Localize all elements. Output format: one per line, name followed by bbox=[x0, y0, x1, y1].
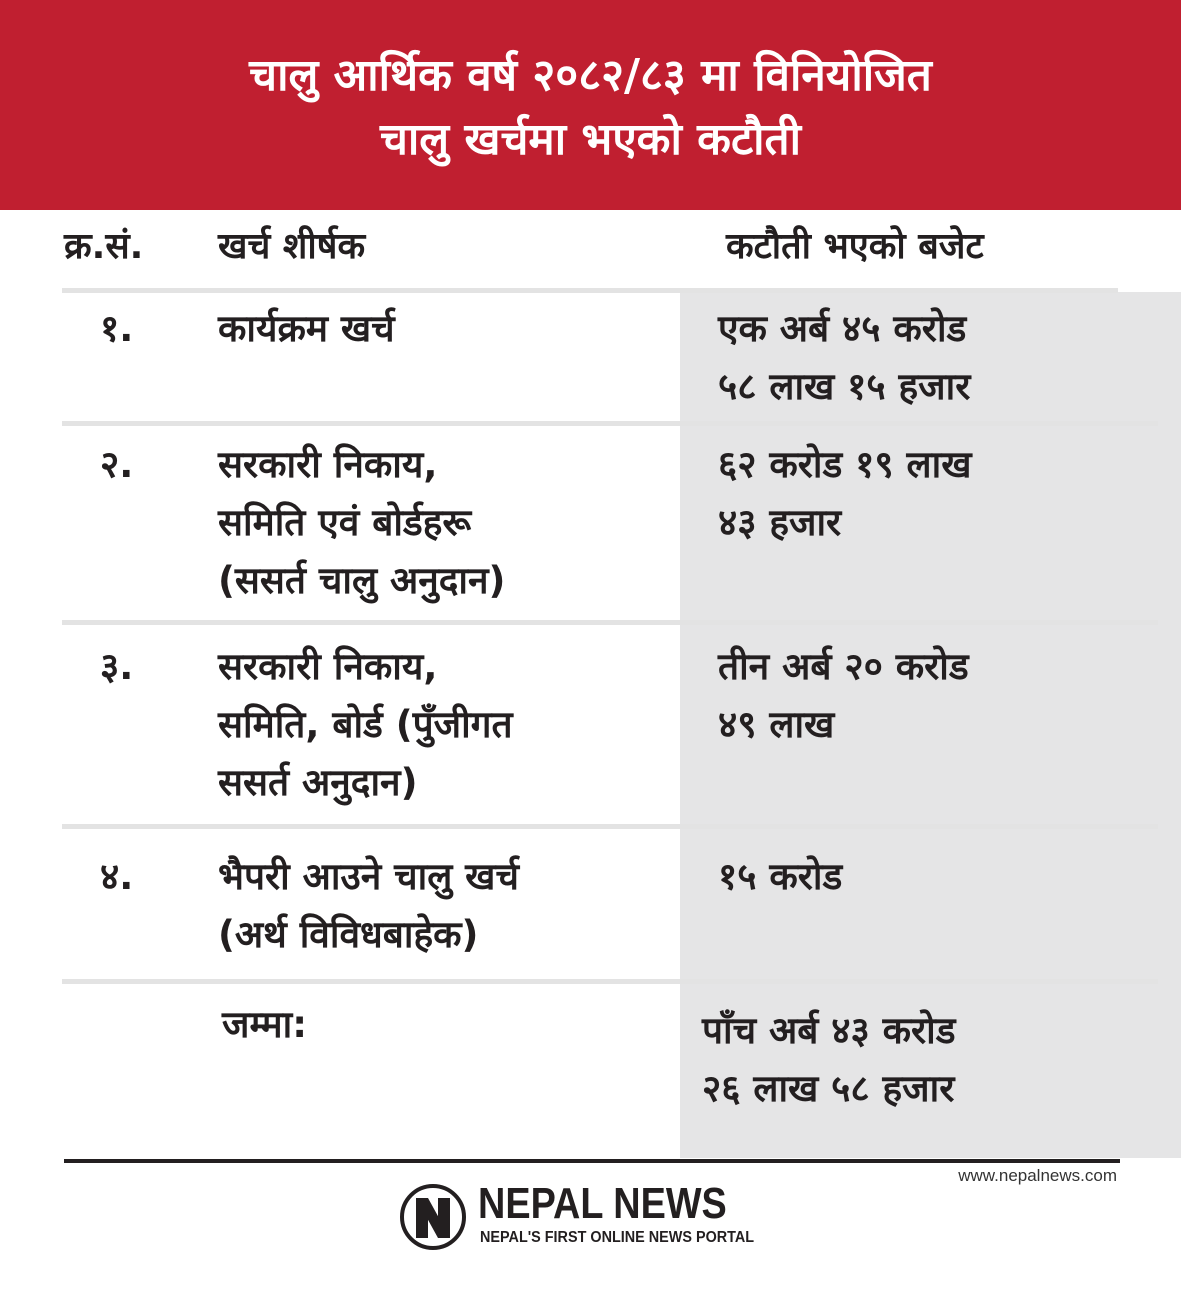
row-3-amount-line: तीन अर्ब २० करोड bbox=[718, 645, 969, 688]
nepal-news-logo bbox=[398, 1179, 798, 1254]
row-3-serial: ३. bbox=[100, 645, 134, 688]
row-4-title-line: भैपरी आउने चालु खर्च bbox=[218, 855, 519, 898]
title-banner bbox=[0, 0, 1181, 210]
brand-name: NEPAL NEWS bbox=[478, 1179, 727, 1228]
column-header-serial: क्र.सं. bbox=[64, 226, 144, 267]
row-divider bbox=[62, 288, 1118, 293]
row-4-serial: ४. bbox=[100, 855, 134, 898]
row-divider bbox=[62, 824, 1158, 829]
row-1-amount-line: ५८ लाख १५ हजार bbox=[718, 365, 971, 408]
nepal-news-n-logo-icon bbox=[398, 1184, 468, 1250]
row-2-title bbox=[218, 436, 668, 610]
row-2-title-line: समिति एवं बोर्डहरू bbox=[218, 501, 472, 544]
row-4-title bbox=[218, 848, 668, 964]
row-4-amount bbox=[718, 848, 1158, 906]
row-2-amount-line: ४३ हजार bbox=[718, 501, 842, 544]
row-3-title bbox=[218, 638, 668, 812]
row-2-amount bbox=[718, 436, 1158, 552]
column-header-budget-cut: कटौती भएको बजेट bbox=[726, 226, 984, 267]
row-1-amount bbox=[718, 300, 1158, 416]
total-amount-line: पाँच अर्ब ४३ करोड bbox=[702, 1009, 956, 1052]
total-amount-line: २६ लाख ५८ हजार bbox=[702, 1067, 955, 1110]
column-header-expense-head: खर्च शीर्षक bbox=[218, 226, 366, 267]
title-line-1: चालु आर्थिक वर्ष २०८२/८३ मा विनियोजित bbox=[249, 50, 932, 101]
row-2-serial: २. bbox=[100, 443, 134, 486]
row-3-title-line: ससर्त अनुदान) bbox=[218, 761, 418, 804]
footer-rule bbox=[64, 1159, 1120, 1163]
website-url: www.nepalnews.com bbox=[958, 1166, 1117, 1185]
row-divider bbox=[62, 421, 1158, 426]
row-4-title-line: (अर्थ विविधबाहेक) bbox=[218, 913, 479, 956]
row-1-amount-line: एक अर्ब ४५ करोड bbox=[718, 307, 967, 350]
row-divider bbox=[62, 620, 1158, 625]
row-2-amount-line: ६२ करोड १९ लाख bbox=[718, 443, 972, 486]
row-3-amount bbox=[718, 638, 1158, 754]
row-3-title-line: सरकारी निकाय, bbox=[218, 645, 438, 688]
row-2-title-line: सरकारी निकाय, bbox=[218, 443, 438, 486]
row-1-title bbox=[218, 300, 668, 358]
row-divider bbox=[62, 979, 1158, 984]
row-3-title-line: समिति, बोर्ड (पुँजीगत bbox=[218, 703, 513, 746]
row-3-amount-line: ४९ लाख bbox=[718, 703, 835, 746]
brand-tagline: NEPAL'S FIRST ONLINE NEWS PORTAL bbox=[480, 1229, 755, 1246]
row-1-title-line: कार्यक्रम खर्च bbox=[218, 307, 395, 350]
total-amount bbox=[702, 1002, 1142, 1118]
title-line-2: चालु खर्चमा भएको कटौती bbox=[379, 114, 802, 165]
row-2-title-line: (ससर्त चालु अनुदान) bbox=[218, 559, 506, 602]
row-1-serial: १. bbox=[100, 307, 134, 350]
total-label: जम्मा: bbox=[222, 1003, 308, 1046]
row-4-amount-line: १५ करोड bbox=[718, 855, 843, 898]
